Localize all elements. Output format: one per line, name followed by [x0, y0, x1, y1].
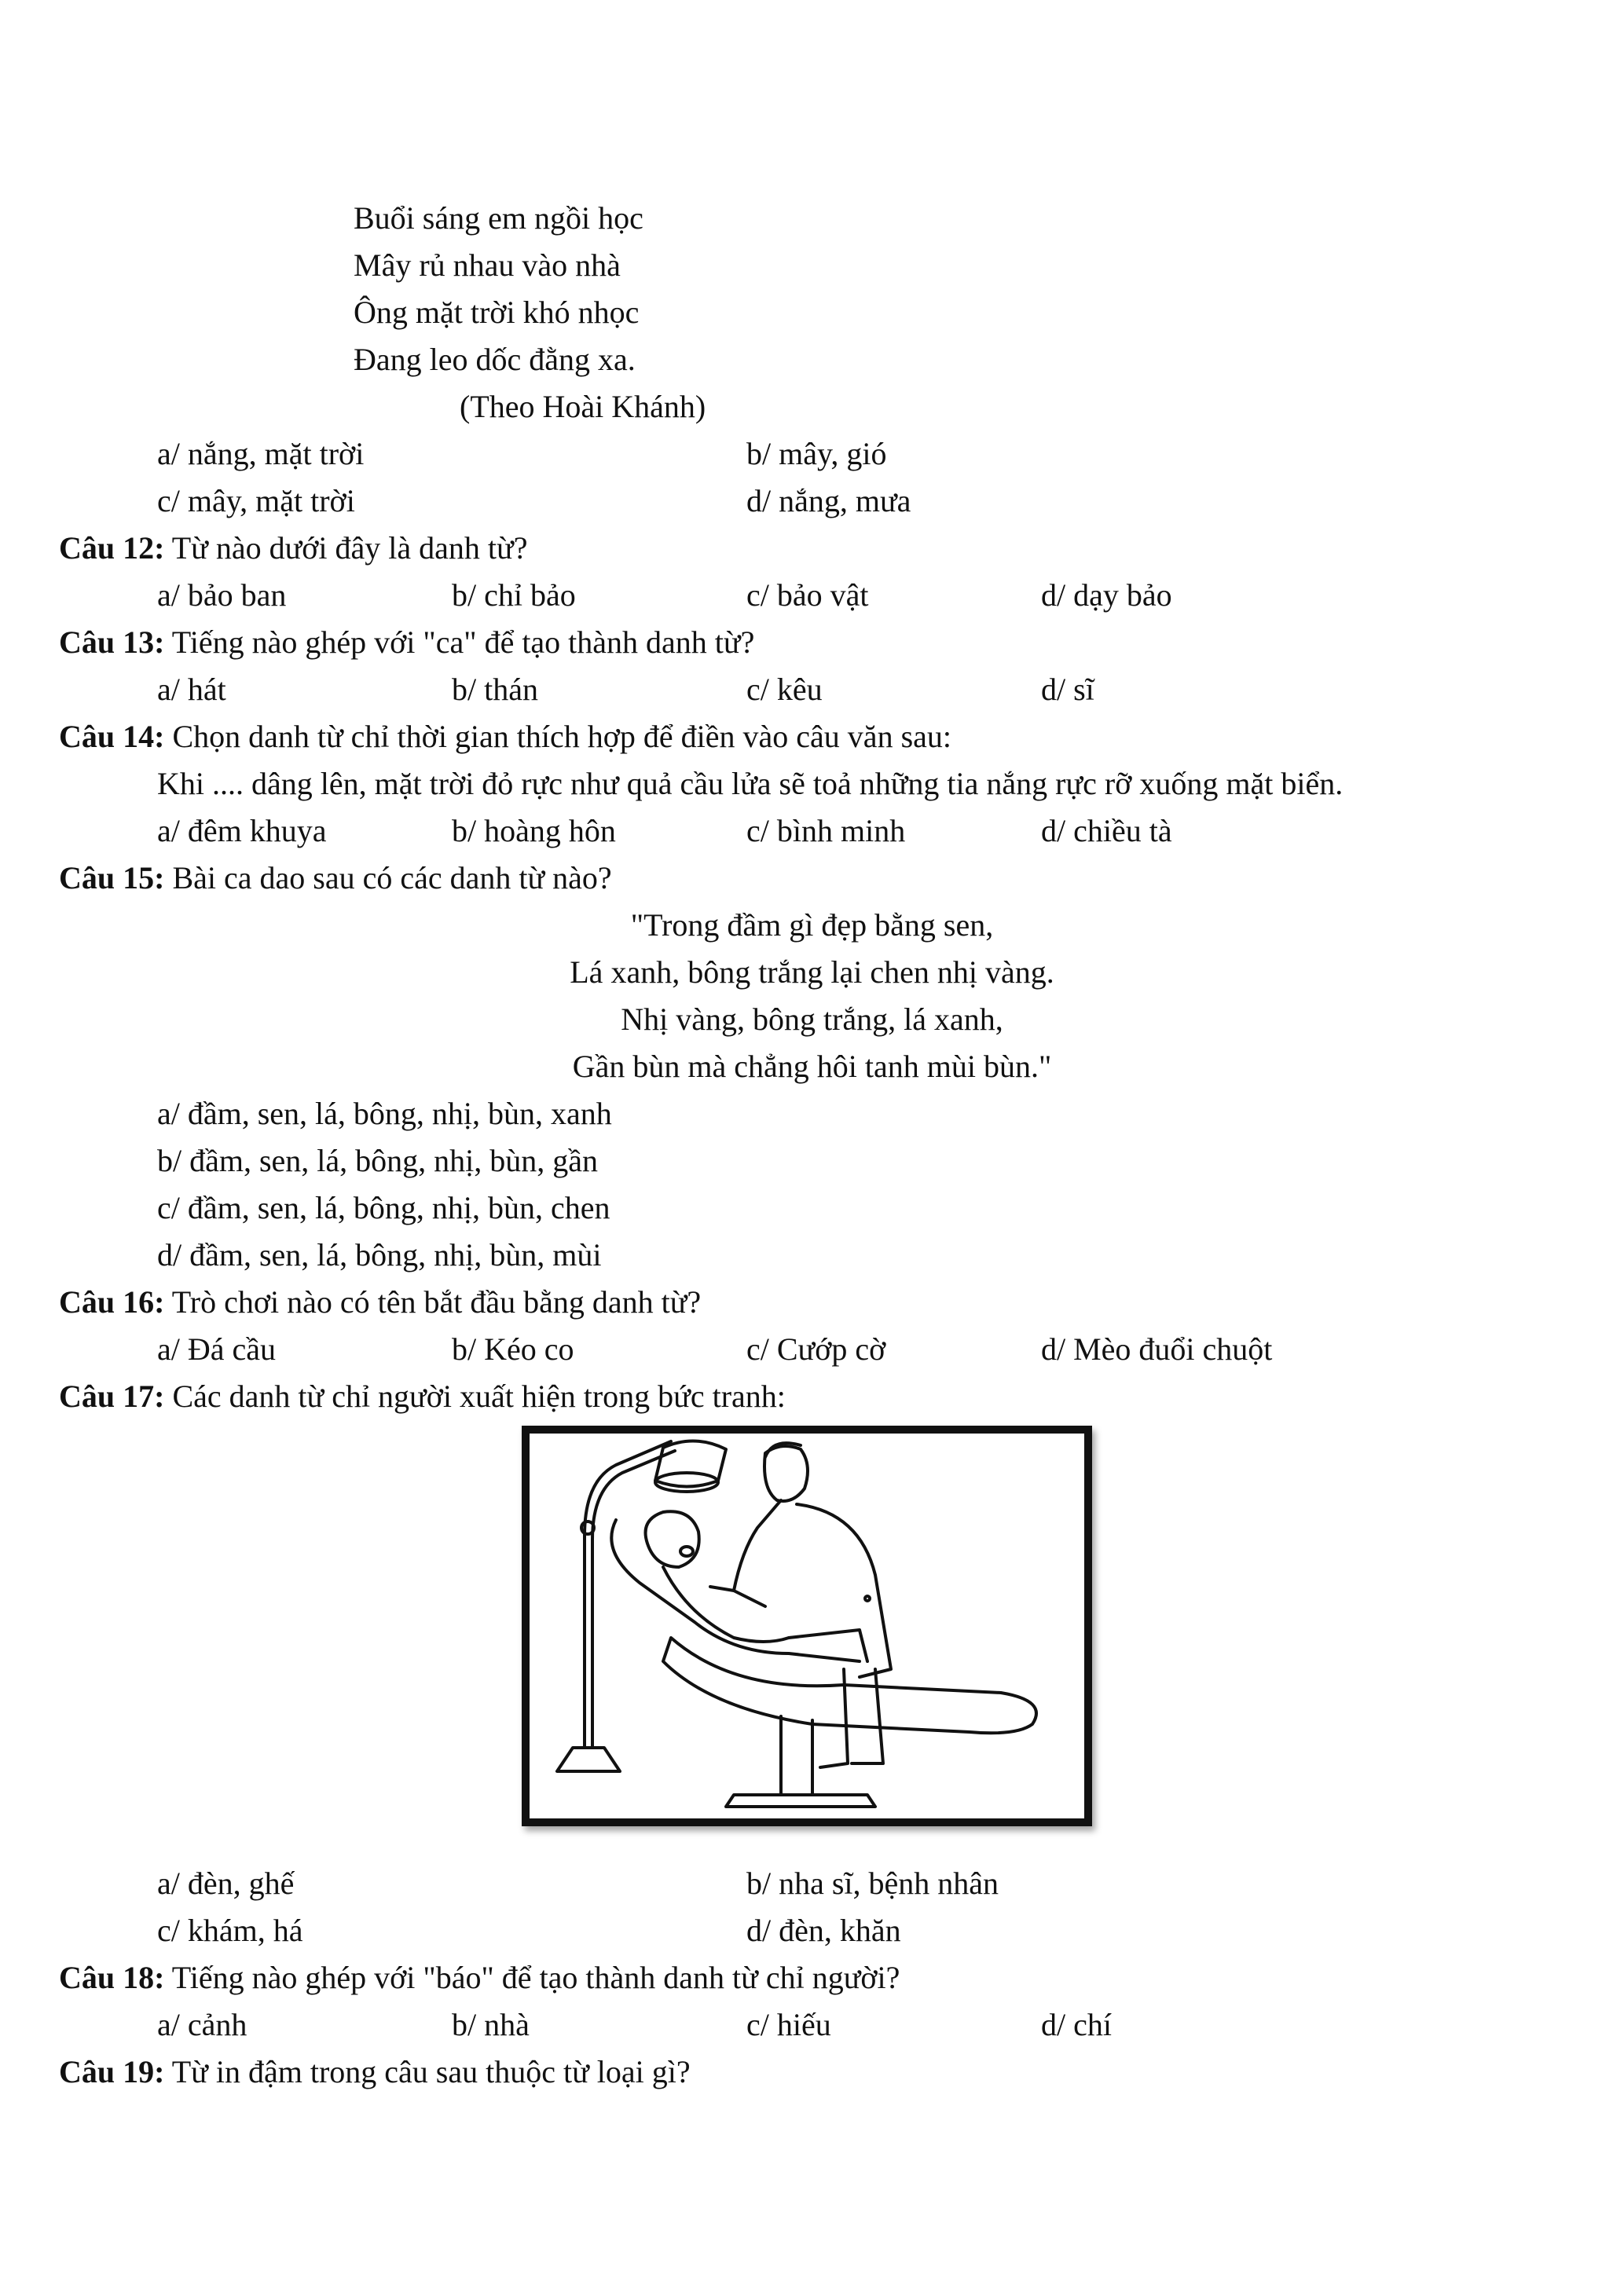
- q14-option-c: c/ bình minh: [746, 813, 906, 848]
- question-18: [59, 1957, 900, 1998]
- q16-option-c: c/ Cướp cờ: [746, 1331, 886, 1367]
- question-13: [59, 622, 754, 663]
- q18-option-d: d/ chí: [1041, 2007, 1112, 2042]
- q18-option-b: b/ nhà: [452, 2007, 530, 2042]
- question-15-label: Câu 15:: [59, 860, 165, 895]
- verse-line-3: Nhị vàng, bông trắng, lá xanh,: [621, 1002, 1003, 1037]
- lamp-base: [557, 1748, 620, 1771]
- q13-option-b: b/ thán: [452, 672, 538, 707]
- q12-option-b: b/ chỉ bảo: [452, 577, 576, 613]
- q14-option-b: b/ hoàng hôn: [452, 813, 616, 848]
- q15-option-b: b/ đầm, sen, lá, bông, nhị, bùn, gần: [157, 1143, 599, 1178]
- question-13-text: Tiếng nào ghép với "ca" để tạo thành danh từ?: [164, 624, 755, 660]
- question-12-label: Câu 12:: [59, 530, 165, 566]
- question-14-text: Chọn danh từ chỉ thời gian thích hợp để điền vào câu văn sau:: [164, 719, 951, 754]
- q13-option-c: c/ kêu: [746, 672, 823, 707]
- q14-option-a: a/ đêm khuya: [157, 813, 327, 848]
- question-12: [59, 528, 527, 569]
- verse-line-4: Gần bùn mà chẳng hôi tanh mùi bùn.": [572, 1049, 1052, 1084]
- question-15: [59, 858, 612, 899]
- question-16-text: Trò chơi nào có tên bắt đầu bằng danh từ?: [164, 1284, 702, 1320]
- dental-tool: [710, 1587, 734, 1591]
- q17-option-c: c/ khám, há: [157, 1913, 303, 1948]
- question-14: [59, 716, 951, 757]
- chair-post: [781, 1716, 812, 1795]
- question-17: [59, 1376, 786, 1417]
- q15-option-a: a/ đầm, sen, lá, bông, nhị, bùn, xanh: [157, 1096, 612, 1131]
- dentist-head: [764, 1446, 808, 1501]
- dentist-arm: [734, 1500, 781, 1606]
- q12-option-d: d/ dạy bảo: [1041, 577, 1172, 613]
- q14-sentence: Khi .... dâng lên, mặt trời đỏ rực như quả cầu lửa sẽ toả những tia nắng rực rỡ xuống mặt biển.: [157, 766, 1344, 801]
- dentist-leg: [852, 1669, 883, 1763]
- q12-option-a: a/ bảo ban: [157, 577, 287, 613]
- verse-line-1: "Trong đầm gì đẹp bằng sen,: [630, 907, 994, 943]
- dentist-drawing: [530, 1434, 1084, 1818]
- q16-option-d: d/ Mèo đuổi chuột: [1041, 1331, 1273, 1367]
- q16-option-b: b/ Kéo co: [452, 1331, 574, 1367]
- poem-line-1: Buổi sáng em ngồi học: [354, 200, 643, 236]
- question-15-text: Bài ca dao sau có các danh từ nào?: [164, 860, 612, 895]
- q15-option-c: c/ đầm, sen, lá, bông, nhị, bùn, chen: [157, 1190, 610, 1225]
- chair-base: [726, 1795, 875, 1807]
- question-17-text: Các danh từ chỉ người xuất hiện trong bức tranh:: [164, 1379, 786, 1414]
- q17-option-b: b/ nha sĩ, bệnh nhân: [746, 1866, 999, 1901]
- poem-line-2: Mây rủ nhau vào nhà: [354, 247, 621, 283]
- question-19: [59, 2052, 691, 2093]
- q11-option-d: d/ nắng, mưa: [746, 483, 911, 518]
- q17-option-d: d/ đèn, khăn: [746, 1913, 901, 1948]
- question-19-label: Câu 19:: [59, 2054, 165, 2089]
- question-13-label: Câu 13:: [59, 624, 165, 660]
- q18-option-c: c/ hiếu: [746, 2007, 831, 2042]
- q15-option-d: d/ đầm, sen, lá, bông, nhị, bùn, mùi: [157, 1237, 602, 1273]
- q11-option-b: b/ mây, gió: [746, 436, 887, 471]
- q11-option-c: c/ mây, mặt trời: [157, 483, 355, 518]
- question-17-label: Câu 17:: [59, 1379, 165, 1414]
- poem-line-3: Ông mặt trời khó nhọc: [354, 295, 640, 330]
- patient-head: [646, 1511, 699, 1567]
- q11-option-a: a/ nắng, mặt trời: [157, 436, 365, 471]
- q14-option-d: d/ chiều tà: [1041, 813, 1172, 848]
- question-19-text: Từ in đậm trong câu sau thuộc từ loại gì?: [164, 2054, 691, 2089]
- q16-option-a: a/ Đá cầu: [157, 1331, 277, 1367]
- question-16: [59, 1282, 701, 1323]
- dentist-illustration: [522, 1426, 1092, 1826]
- question-14-label: Câu 14:: [59, 719, 165, 754]
- patient-body: [663, 1567, 789, 1642]
- dentist-body: [797, 1504, 891, 1677]
- q13-option-a: a/ hát: [157, 672, 226, 707]
- poem-source: (Theo Hoài Khánh): [460, 389, 706, 424]
- poem-line-4: Đang leo dốc đằng xa.: [354, 342, 636, 377]
- question-12-text: Từ nào dưới đây là danh từ?: [164, 530, 528, 566]
- question-16-label: Câu 16:: [59, 1284, 165, 1320]
- q17-option-a: a/ đèn, ghế: [157, 1866, 295, 1901]
- chair-seat: [663, 1638, 1036, 1733]
- question-18-text: Tiếng nào ghép với "báo" để tạo thành danh từ chỉ người?: [164, 1960, 900, 1995]
- verse-line-2: Lá xanh, bông trắng lại chen nhị vàng.: [570, 954, 1054, 990]
- q13-option-d: d/ sĩ: [1041, 672, 1094, 707]
- q18-option-a: a/ cảnh: [157, 2007, 247, 2042]
- q12-option-c: c/ bảo vật: [746, 577, 869, 613]
- question-18-label: Câu 18:: [59, 1960, 165, 1995]
